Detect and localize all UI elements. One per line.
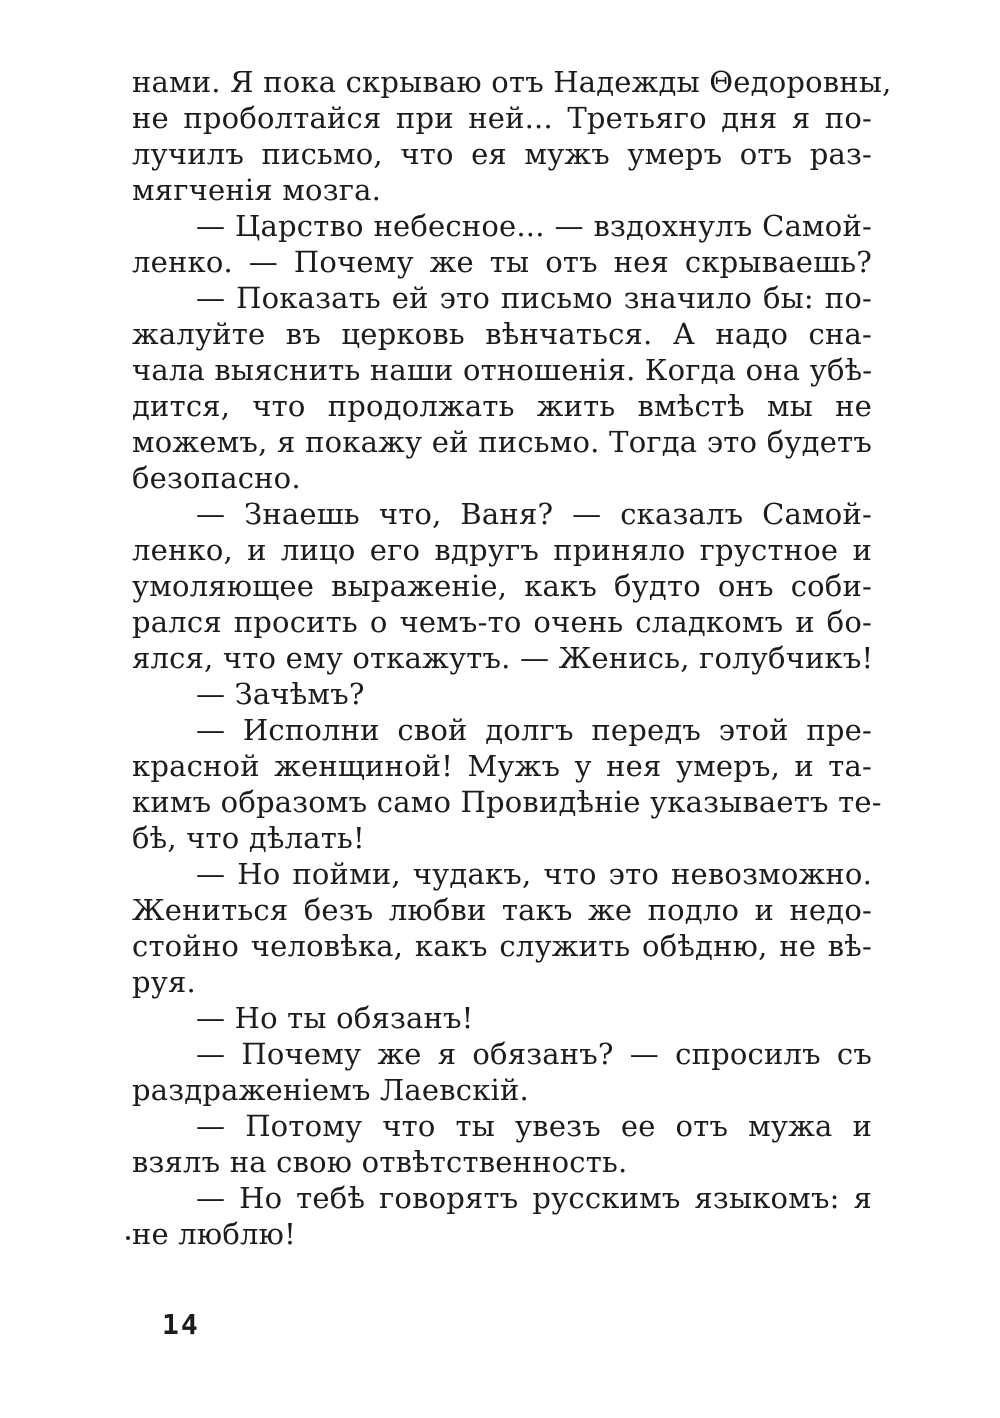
page-number: 14 xyxy=(162,1308,200,1341)
text-line: руя. xyxy=(132,965,196,999)
text-line: рался просить о чемъ-то очень сладкомъ и бо- xyxy=(132,605,872,639)
paragraph xyxy=(132,1000,872,1036)
paragraph xyxy=(132,1108,872,1180)
text-line: не проболтайся при ней... Третьяго дня я по- xyxy=(132,101,872,135)
paragraph xyxy=(132,208,872,280)
text-line: ленко. — Почему же ты отъ нея скрываешь? xyxy=(132,245,872,279)
text-line: стойно человѣка, какъ служить обѣдню, не вѣ- xyxy=(132,929,872,963)
paragraph xyxy=(132,676,872,712)
paragraph xyxy=(132,496,872,676)
text-line: — Но тебѣ говорятъ русскимъ языкомъ: я xyxy=(196,1181,872,1215)
text-line: — Показать ей это письмо значило бы: по- xyxy=(196,281,872,315)
text-line: жалуйте въ церковь вѣнчаться. А надо сна- xyxy=(132,317,872,351)
paragraph xyxy=(132,64,892,208)
text-line: — Но пойми, чудакъ, что это невозможно. xyxy=(196,857,872,891)
text-line: безопасно. xyxy=(132,461,301,495)
text-line: Жениться безъ любви такъ же подло и недо- xyxy=(132,893,872,927)
text-line: — Знаешь что, Ваня? — сказалъ Самой- xyxy=(196,497,872,531)
margin-dot xyxy=(126,1236,130,1240)
text-line: умоляющее выраженіе, какъ будто онъ соби- xyxy=(132,569,872,603)
text-line: ялся, что ему откажутъ. — Женись, голубчикъ! xyxy=(132,641,874,675)
text-line: — Потому что ты увезъ ее отъ мужа и xyxy=(196,1109,872,1143)
text-line: мягченія мозга. xyxy=(132,173,382,207)
paragraph xyxy=(132,280,872,496)
text-line: — Почему же я обязанъ? — спросилъ съ xyxy=(196,1037,872,1071)
paragraph xyxy=(132,1180,872,1252)
text-line: нами. Я пока скрываю отъ Надежды Θедоровны, xyxy=(132,65,892,99)
text-line: не люблю! xyxy=(132,1217,296,1251)
text-line: — Царство небесное... — вздохнулъ Самой- xyxy=(196,209,872,243)
text-line: красной женщиной! Мужъ у нея умеръ, и та- xyxy=(132,749,872,783)
text-line: дится, что продолжать жить вмѣстѣ мы не xyxy=(132,389,872,423)
text-line: кимъ образомъ само Провидѣніе указываетъ те- xyxy=(132,785,882,819)
text-line: ленко, и лицо его вдругъ приняло грустное и xyxy=(132,533,872,567)
body-text xyxy=(132,64,892,1252)
text-line: — Зачѣмъ? xyxy=(196,677,365,711)
text-line: бѣ, что дѣлать! xyxy=(132,821,365,855)
text-line: — Исполни свой долгъ передъ этой пре- xyxy=(196,713,872,747)
text-line: чала выяснить наши отношенія. Когда она убѣ- xyxy=(132,353,873,387)
text-line: взялъ на свою отвѣтственность. xyxy=(132,1145,628,1179)
text-line: раздраженіемъ Лаевскій. xyxy=(132,1073,529,1107)
paragraph xyxy=(132,856,872,1000)
text-line: — Но ты обязанъ! xyxy=(196,1001,474,1035)
text-line: лучилъ письмо, что ея мужъ умеръ отъ раз- xyxy=(132,137,872,171)
text-line: можемъ, я покажу ей письмо. Тогда это будетъ xyxy=(132,425,872,459)
paragraph xyxy=(132,712,882,856)
paragraph xyxy=(132,1036,872,1108)
